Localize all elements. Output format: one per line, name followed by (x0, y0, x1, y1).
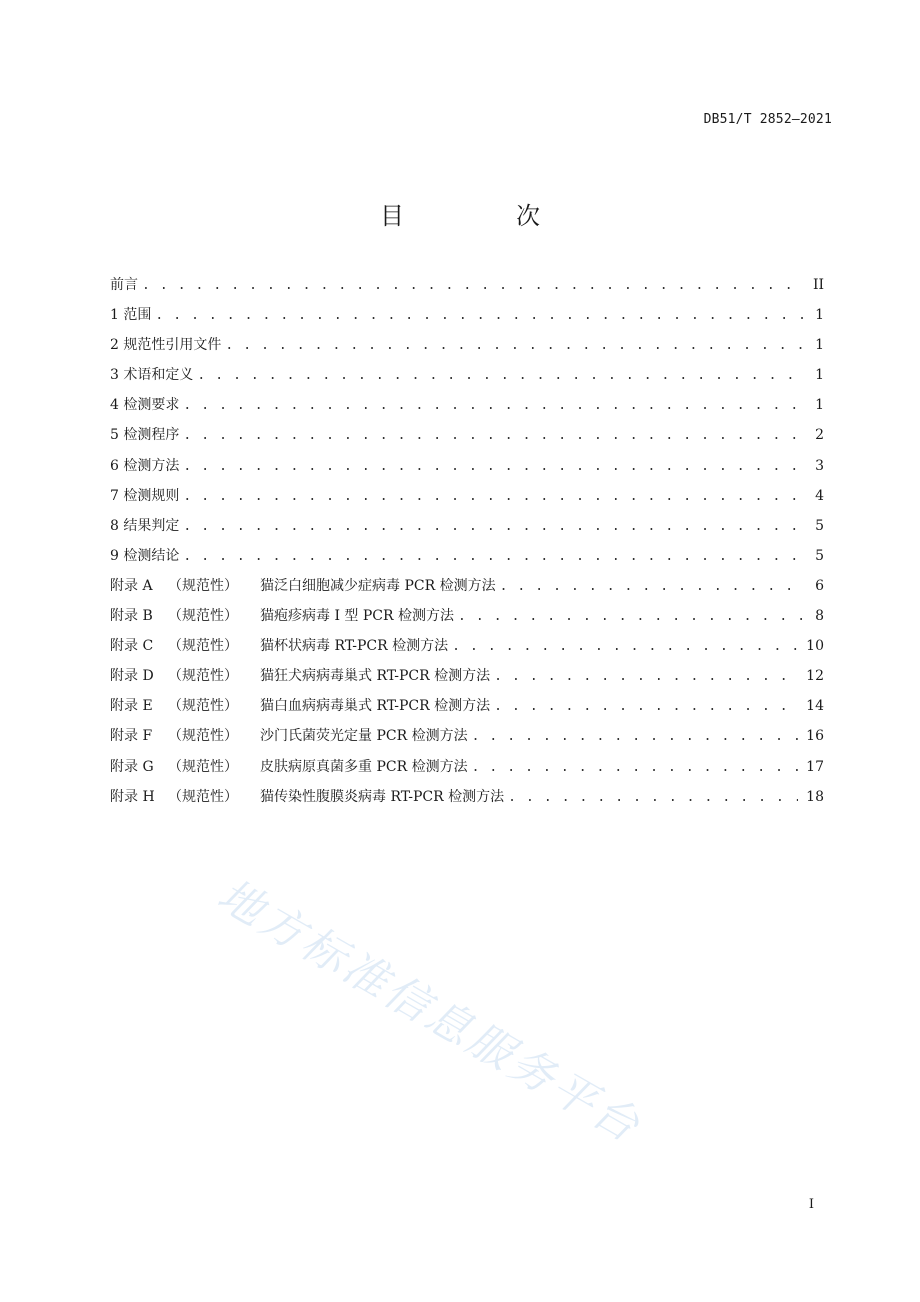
toc-entry-terms[interactable] (110, 360, 824, 390)
toc-entry-page: 3 (815, 457, 824, 474)
toc-entry-rules[interactable] (110, 481, 824, 511)
toc-entry-label: 4 检测要求 (110, 397, 180, 414)
toc-leader-dots (225, 331, 804, 361)
toc-leader-dots (197, 361, 804, 391)
toc-entry-page: 12 (806, 668, 824, 685)
toc-leader-dots (183, 391, 804, 421)
toc-entry-page: 4 (815, 487, 824, 504)
toc-entry-label: 前言 (110, 277, 138, 293)
annex-kind: （规范性） (168, 608, 238, 625)
annex-number: 附录 H (110, 788, 155, 805)
toc-leader-dots (183, 512, 804, 542)
toc-entry-page: 1 (815, 307, 824, 324)
toc-leader-dots (472, 753, 799, 783)
toc-leader-dots (500, 572, 804, 602)
page-number: I (808, 1197, 814, 1212)
annex-kind: （规范性） (168, 638, 238, 655)
toc-entry-page: 5 (815, 517, 824, 534)
toc-leader-dots (452, 632, 798, 662)
toc-leader-dots (155, 301, 804, 331)
toc-entry-page: 8 (815, 608, 824, 625)
toc-entry-page: 17 (806, 758, 824, 775)
annex-kind: （规范性） (168, 577, 238, 594)
toc-entry-label: 8 结果判定 (110, 517, 180, 534)
toc-entry-page: 1 (815, 397, 824, 414)
annex-kind: （规范性） (168, 668, 238, 685)
toc-entry-annex-g[interactable] (110, 752, 824, 782)
toc-leader-dots (494, 662, 798, 692)
toc-entry-judgement[interactable] (110, 511, 824, 541)
toc-leader-dots (183, 482, 804, 512)
annex-number: 附录 G (110, 758, 154, 775)
annex-title: 猫传染性腹膜炎病毒 RT-PCR 检测方法 (260, 788, 505, 805)
annex-number: 附录 A (110, 577, 153, 594)
toc-entry-annex-f[interactable] (110, 721, 824, 751)
toc-entry-conclusion[interactable] (110, 541, 824, 571)
annex-number: 附录 E (110, 698, 153, 715)
annex-title: 猫泛白细胞减少症病毒 PCR 检测方法 (260, 577, 496, 594)
toc-leader-dots (183, 421, 804, 451)
toc-entry-page: 1 (815, 337, 824, 354)
watermark: 地方标准信息服务平台 (209, 869, 651, 1154)
toc-entry-label: 1 范围 (110, 307, 152, 324)
toc-entry-normative-references[interactable] (110, 330, 824, 360)
toc-entry-annex-b[interactable] (110, 601, 824, 631)
toc-entry-page: 16 (806, 728, 824, 745)
toc-entry-annex-a[interactable] (110, 571, 824, 601)
toc-entry-foreword[interactable] (110, 270, 824, 300)
annex-kind: （规范性） (168, 728, 238, 745)
toc-entry-page: 5 (815, 547, 824, 564)
toc-leader-dots (494, 692, 798, 722)
toc-entry-procedure[interactable] (110, 420, 824, 450)
toc-entry-annex-d[interactable] (110, 661, 824, 691)
document-code: DB51/T 2852—2021 (703, 112, 832, 127)
toc-entry-label: 3 术语和定义 (110, 367, 194, 384)
toc-leader-dots (458, 602, 804, 632)
annex-title: 猫白血病病毒巢式 RT-PCR 检测方法 (260, 698, 491, 715)
annex-title: 沙门氏菌荧光定量 PCR 检测方法 (260, 728, 468, 745)
page-title: 目 次 (380, 202, 584, 230)
annex-number: 附录 C (110, 638, 154, 655)
toc-entry-requirements[interactable] (110, 390, 824, 420)
toc-entry-annex-h[interactable] (110, 782, 824, 812)
toc-entry-scope[interactable] (110, 300, 824, 330)
toc-entry-label: 7 检测规则 (110, 487, 180, 504)
annex-title: 猫杯状病毒 RT-PCR 检测方法 (260, 638, 449, 655)
toc-entry-label: 5 检测程序 (110, 427, 180, 444)
annex-kind: （规范性） (168, 758, 238, 775)
toc-entry-page: 2 (815, 427, 824, 444)
toc-entry-label: 6 检测方法 (110, 457, 180, 474)
toc-entry-methods[interactable] (110, 451, 824, 481)
toc-leader-dots (472, 722, 799, 752)
toc-entry-page: 10 (806, 638, 824, 655)
toc-entry-annex-e[interactable] (110, 691, 824, 721)
annex-number: 附录 D (110, 668, 154, 685)
annex-title: 猫狂犬病病毒巢式 RT-PCR 检测方法 (260, 668, 491, 685)
annex-kind: （规范性） (168, 788, 238, 805)
annex-kind: （规范性） (168, 698, 238, 715)
toc-leader-dots (508, 783, 798, 813)
toc-leader-dots (183, 452, 804, 482)
toc-entry-label: 2 规范性引用文件 (110, 337, 222, 354)
toc-entry-page: 14 (806, 698, 824, 715)
table-of-contents (110, 270, 824, 812)
annex-title: 猫疱疹病毒 I 型 PCR 检测方法 (260, 608, 455, 625)
toc-entry-page: 6 (815, 577, 824, 594)
toc-entry-annex-c[interactable] (110, 631, 824, 661)
toc-entry-page: 18 (806, 788, 824, 805)
toc-entry-label: 9 检测结论 (110, 547, 180, 564)
annex-number: 附录 B (110, 608, 153, 625)
toc-leader-dots (142, 271, 804, 301)
annex-number: 附录 F (110, 728, 153, 745)
annex-title: 皮肤病原真菌多重 PCR 检测方法 (260, 758, 468, 775)
toc-entry-page: 1 (815, 367, 824, 384)
toc-entry-page: II (812, 277, 824, 293)
toc-leader-dots (183, 542, 804, 572)
